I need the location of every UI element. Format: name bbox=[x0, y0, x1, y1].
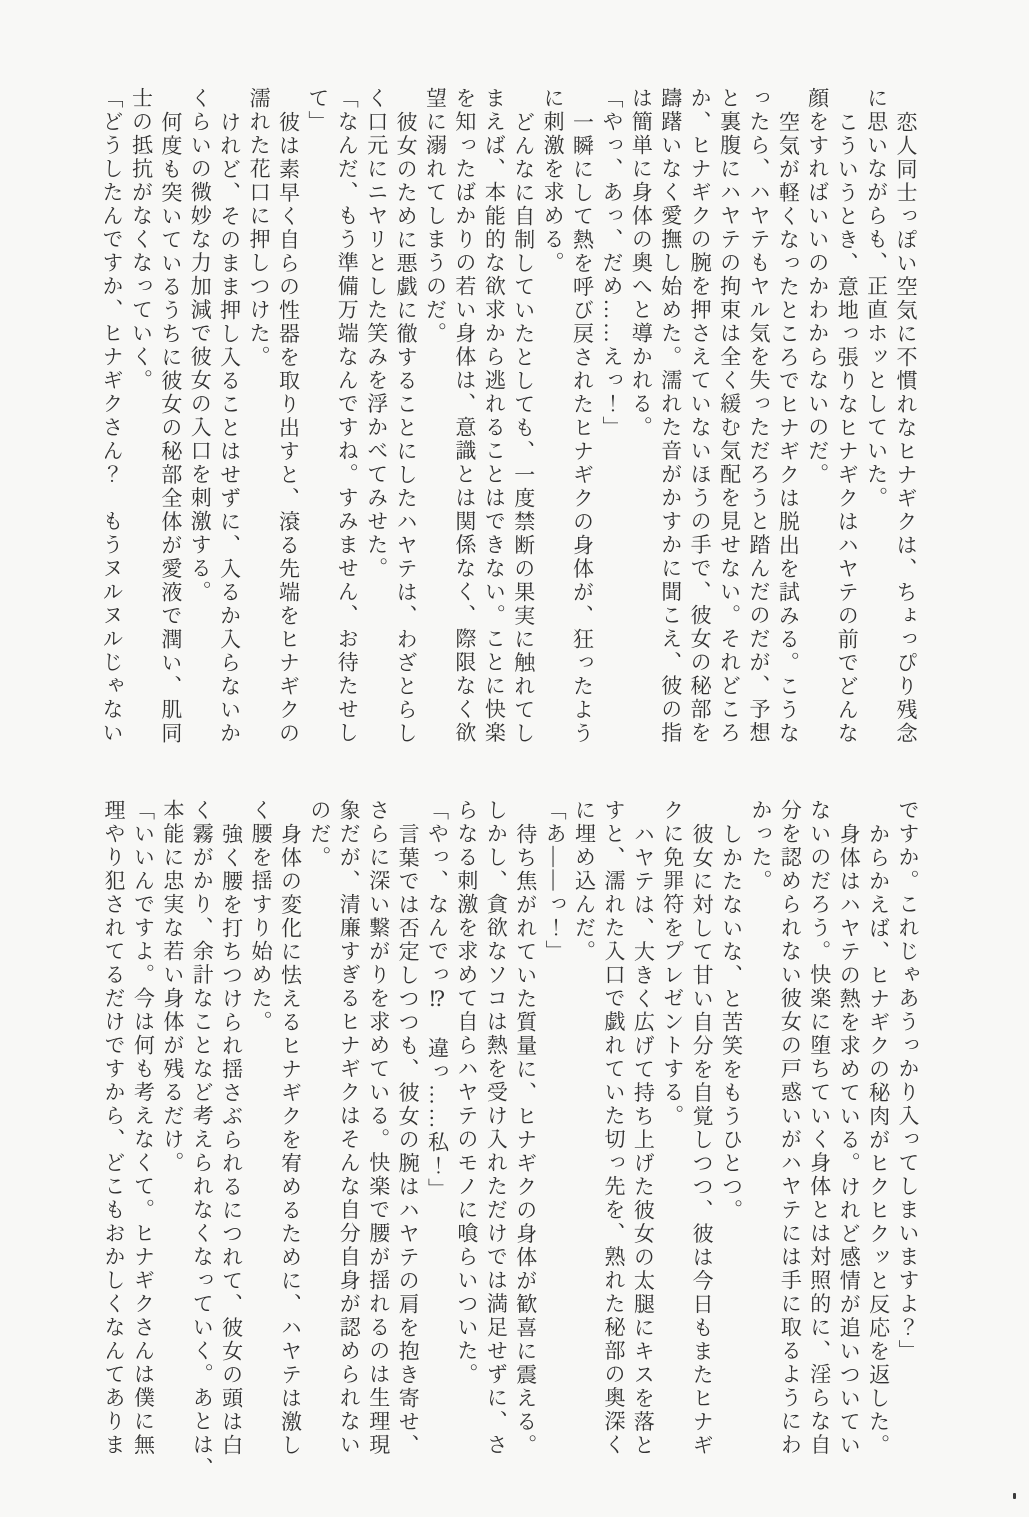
text-line: 強く腰を打ちつけられ揺さぶられるにつれて、彼女の頭は白 bbox=[219, 822, 244, 1457]
text-line: に刺激を求める。 bbox=[541, 87, 566, 275]
text-line: らなる刺激を求めて自らハヤテのモノに喰らいついた。 bbox=[454, 799, 479, 1387]
text-line: て」 bbox=[305, 87, 330, 134]
text-line: 「いいんですよ。今は何も考えなくて。ヒナギクさんは僕に無 bbox=[131, 799, 156, 1457]
page-corner-mark bbox=[1013, 1493, 1016, 1499]
text-line: 象だが、清廉すぎるヒナギクはそんな自分自身が認められない bbox=[337, 799, 362, 1457]
text-line: ですか。これじゃあうっかり入ってしまいますよ？」 bbox=[896, 799, 920, 1363]
text-block-top bbox=[97, 87, 920, 748]
text-line: ったら、ハヤテもヤル気を失っただろうと踏んだのだが、予想 bbox=[746, 87, 771, 745]
text-line: 一瞬にして熱を呼び戻されたヒナギクの身体が、狂ったよう bbox=[570, 110, 595, 745]
text-line: 身体の変化に怯えるヒナギクを宥めるために、ハヤテは激し bbox=[278, 822, 303, 1457]
text-line: を知ったばかりの若い身体は、意識とは関係なく、際限なく欲 bbox=[452, 87, 477, 745]
text-line: 顔をすればいいのかわからないのだ。 bbox=[805, 87, 830, 487]
text-line: 「あ――っ！」 bbox=[543, 799, 568, 964]
text-line: 理やり犯されてるだけですから、どこもおかしくなんてありま bbox=[102, 799, 127, 1457]
text-line: 濡れた花口に押しつけた。 bbox=[247, 87, 272, 369]
text-line: 士の抵抗がなくなっていく。 bbox=[129, 87, 154, 393]
text-line: ないのだろう。快楽に堕ちていく身体とは対照的に、淫らな自 bbox=[807, 799, 832, 1457]
text-line: 恋人同士っぽい空気に不慣れなヒナギクは、ちょっぴり残念 bbox=[894, 110, 918, 745]
text-line: 望に溺れてしまうのだ。 bbox=[423, 87, 448, 346]
text-line: 待ち焦がれていた質量に、ヒナギクの身体が歓喜に震える。 bbox=[513, 822, 538, 1457]
text-line: 彼女に対して甘い自分を自覚しつつ、彼は今日もまたヒナギ bbox=[690, 822, 715, 1457]
text-line: かった。 bbox=[748, 799, 773, 893]
text-line: 身体はハヤテの熱を求めている。けれど感情が追いついてい bbox=[837, 822, 862, 1457]
text-line: しかし、貪欲なソコは熱を受け入れただけでは満足せずに、さ bbox=[484, 799, 509, 1457]
text-line: 分を認められない彼女の戸惑いがハヤテには手に取るようにわ bbox=[778, 799, 803, 1457]
text-line: 「なんだ、もう準備万端なんですね。すみません、お待たせし bbox=[335, 87, 360, 745]
text-line: に埋め込んだ。 bbox=[572, 799, 597, 964]
text-line: 何度も突いているうちに彼女の秘部全体が愛液で潤い、肌同 bbox=[158, 110, 183, 745]
text-line: けれど、そのまま押し入ることはせずに、入るか入らないか bbox=[217, 110, 242, 745]
text-line: のだ。 bbox=[307, 799, 332, 870]
text-line: 空気が軽くなったところでヒナギクは脱出を試みる。こうな bbox=[776, 110, 801, 745]
text-line: 本能に忠実な若い身体が残るだけ。 bbox=[160, 799, 185, 1175]
text-line: さらに深い繋がりを求めている。快楽で腰が揺れるのは生理現 bbox=[366, 799, 391, 1457]
text-line: と裏腹にハヤテの拘束は全く緩む気配を見せない。それどころ bbox=[717, 87, 742, 745]
text-line: 言葉では否定しつつも、彼女の腕はハヤテの肩を抱き寄せ、 bbox=[396, 822, 421, 1457]
text-line: は簡単に身体の奥へと導かれる。 bbox=[629, 87, 654, 440]
text-block-bottom bbox=[99, 799, 922, 1481]
text-line: 「どうしたんですか、ヒナギクさん？ もうヌルヌルじゃない bbox=[100, 87, 125, 745]
text-line: クに免罪符をプレゼントする。 bbox=[660, 799, 685, 1128]
text-line: く霧がかり、余計なことなど考えられなくなっていく。あとは、 bbox=[190, 799, 215, 1481]
text-line: まえば、本能的な欲求から逃れることはできない。ことに快楽 bbox=[482, 87, 507, 745]
text-line: 彼女のために悪戯に徹することにしたハヤテは、わざとらし bbox=[394, 110, 419, 745]
text-line: すと、濡れた入口で戯れていた切っ先を、熟れた秘部の奥深く bbox=[601, 799, 626, 1457]
text-line: か、ヒナギクの腕を押さえていないほうの手で、彼女の秘部を bbox=[688, 87, 713, 745]
text-line: 「やっ、なんでっ⁉ 違っ……私！」 bbox=[425, 799, 450, 1202]
text-line: く腰を揺すり始めた。 bbox=[249, 799, 274, 1034]
text-line: 彼は素早く自らの性器を取り出すと、滾る先端をヒナギクの bbox=[276, 110, 301, 745]
text-line: ハヤテは、大きく広げて持ち上げた彼女の太腿にキスを落と bbox=[631, 822, 656, 1457]
text-line: どんなに自制していたとしても、一度禁断の果実に触れてし bbox=[511, 110, 536, 745]
text-line: 「やっ、あっ、だめ……えっ！」 bbox=[599, 87, 624, 440]
text-line: に思いながらも、正直ホッとしていた。 bbox=[864, 87, 889, 510]
text-line: からかえば、ヒナギクの秘肉がヒクヒクッと反応を返した。 bbox=[866, 822, 891, 1457]
text-line: 躊躇いなく愛撫し始めた。濡れた音がかすかに聞こえ、彼の指 bbox=[658, 87, 683, 745]
text-line: こういうとき、意地っ張りなヒナギクはハヤテの前でどんな bbox=[835, 110, 860, 745]
text-line: く口元にニヤリとした笑みを浮かべてみせた。 bbox=[364, 87, 389, 581]
text-line: くらいの微妙な力加減で彼女の入口を刺激する。 bbox=[188, 87, 213, 604]
text-line: しかたないな、と苦笑をもうひとつ。 bbox=[719, 822, 744, 1222]
